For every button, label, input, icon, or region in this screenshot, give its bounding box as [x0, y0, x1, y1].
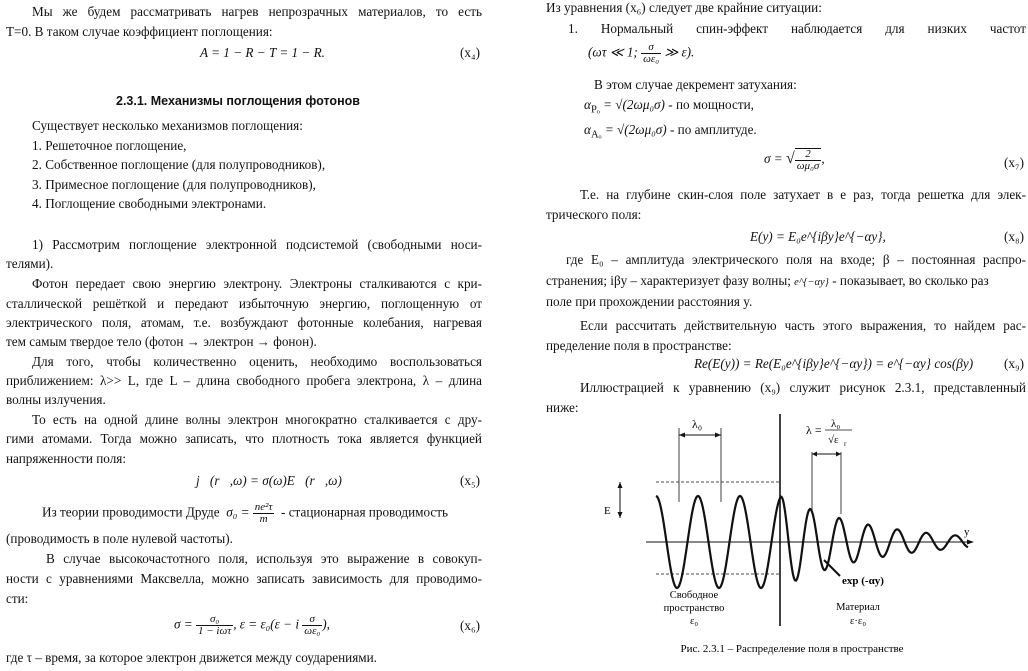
- list-item: 3. Примесное поглощение (для полупроводников),: [32, 177, 316, 192]
- equation-number: (x₄): [460, 45, 480, 60]
- equation-x4: A = 1 − R − T = 1 − R.: [200, 45, 325, 60]
- fraction-denominator: ωμ₀σ: [796, 160, 820, 172]
- arrow-head: [836, 452, 841, 457]
- eq-part: ,: [821, 151, 825, 167]
- text-line: электрического поля, атомам, т.е. возбуждают фотонные колебания, нагревая: [6, 315, 482, 330]
- eq-fraction: [641, 42, 661, 65]
- equation-x8: E(y) = E₀e^{iβy}e^{−αy},: [750, 229, 886, 244]
- eq-part: σ =: [764, 151, 783, 167]
- text-line: Фотон передает свою энергию электрону. Электроны сталкиваются с кри-: [32, 276, 482, 291]
- arrow-head: [715, 433, 721, 438]
- lambda-denominator: √ε: [828, 434, 839, 446]
- text-line: То есть на одной длине волны электрон многократно сталкивается с дру-: [32, 412, 482, 427]
- equation-number: (x₇): [1004, 155, 1024, 170]
- equation-x5: j⃗(r⃗,ω) = σ(ω)E⃗(r⃗,ω): [196, 473, 342, 488]
- fraction-denominator: m: [259, 513, 268, 525]
- text-span: e^{−αy}: [794, 277, 829, 288]
- text-span: - показывает, во сколько раз: [832, 273, 989, 288]
- exp-label: exp (-αy): [842, 575, 884, 587]
- free-space-label: пространство: [663, 603, 725, 614]
- arrow-head: [618, 512, 623, 518]
- text-line: В этом случае декремент затухания:: [594, 77, 797, 92]
- eq-part: - по амплитуде.: [669, 122, 757, 137]
- eq-part: - по мощности,: [668, 97, 754, 112]
- fraction-numerator: σ: [302, 614, 322, 626]
- arrow-head: [618, 482, 623, 488]
- free-space-label: Свободное: [669, 590, 719, 601]
- list-item: 4. Поглощение свободными электронами.: [32, 196, 267, 211]
- lambda-label: λ =: [806, 423, 822, 437]
- text-line: пределение поля в пространстве:: [546, 338, 732, 353]
- eq-part: = √(2ωμ₀σ): [603, 97, 665, 112]
- text-line: ности с уравнениями Максвелла, можно записать зависимость для проводимо-: [6, 571, 482, 586]
- list-item: 2. Собственное поглощение (для полупроводников),: [32, 157, 326, 172]
- material-label: ε·ε₀: [850, 616, 866, 627]
- text-line: Для того, чтобы количественно оценить, необходимо воспользоваться: [32, 354, 482, 369]
- fraction-numerator: σ₀: [196, 614, 233, 626]
- field-distribution-figure: [596, 414, 980, 666]
- eq-part: (ωτ ≪ 1;: [588, 44, 638, 60]
- text-line: Иллюстрацией к уравнению (x₉) служит рисунок 2.3.1, представленный: [580, 380, 1026, 395]
- text-line: тем самым твердое тело (фотон → электрон → фонон).: [6, 334, 317, 349]
- text-line: 1) Рассмотрим поглощение электронной подсистемой (свободными носи-: [32, 237, 482, 252]
- alpha-symbol: α: [584, 122, 591, 137]
- text-line: Существует несколько механизмов поглощения:: [32, 118, 303, 133]
- fraction-numerator: σ: [641, 42, 661, 54]
- arrow-head: [679, 433, 685, 438]
- equation-number: (x₅): [460, 473, 480, 488]
- drude-lhs: σ₀ =: [226, 504, 250, 520]
- decrement-amplitude: [584, 122, 757, 144]
- text-line: (проводимость в поле нулевой частоты).: [6, 531, 233, 546]
- figure-caption: Рис. 2.3.1 – Распределение поля в пространстве: [680, 643, 904, 655]
- material-label: Материал: [836, 602, 880, 613]
- fraction-denominator: 1 − iωτ: [198, 625, 232, 637]
- list-item: 1. Нормальный спин-эффект наблюдается для низких частот: [568, 21, 1026, 36]
- eq-part: , ε = ε₀(ε − i: [233, 616, 299, 632]
- y-axis-label: y: [964, 526, 970, 538]
- fraction-numerator: 2: [795, 149, 822, 161]
- eq-part: ≫ ε).: [664, 44, 695, 60]
- drude-line: [42, 502, 448, 525]
- text-line: гими атомами. Тогда можно записать, что плотность тока является функцией: [6, 431, 482, 446]
- text-line: Если рассчитать действительную часть этого выражения, то найдем рас-: [580, 318, 1026, 333]
- text-line: где E₀ – амплитуда электрического поля на входе; β – постоянная распро-: [566, 252, 1026, 267]
- e-axis-label: E: [604, 505, 611, 517]
- list-item: 1. Решеточное поглощение,: [32, 138, 187, 153]
- arrow-head: [967, 540, 974, 545]
- drude-text: - стационарная проводимость: [281, 504, 449, 520]
- eq-fraction: [196, 614, 233, 637]
- text-line: поле при прохождении расстояния y.: [546, 294, 753, 309]
- text-line: приближением: λ>> L, где L – длина свободного пробега электрона, λ – длина: [6, 373, 482, 388]
- equation-x6: [174, 614, 330, 637]
- fraction-denominator: ωε₀: [304, 625, 321, 637]
- lambda-numerator: λ₀: [831, 418, 841, 430]
- text-line: Т.е. на глубине скин-слоя поле затухает в е раз, тогда решетка для элек-: [580, 187, 1026, 202]
- arrow-head: [812, 452, 817, 457]
- equation-number: (x₈): [1004, 229, 1024, 244]
- text-line: трического поля:: [546, 207, 642, 222]
- drude-fraction: [253, 502, 275, 525]
- free-space-label: ε₀: [689, 616, 699, 627]
- eq-fraction: [795, 148, 825, 172]
- equation-x7: σ = √ $\frac{2}{\text{ωμ₀σ}}$ ,: [764, 148, 825, 172]
- text-line: телями).: [6, 256, 54, 271]
- text-line: напряженности поля:: [6, 451, 127, 466]
- text-line: В случае высокочастотного поля, используя это выражение в совокуп-: [46, 551, 482, 566]
- eq-part: σ =: [174, 616, 193, 632]
- condition-line: [588, 42, 694, 65]
- equation-x9: Re(E(y)) = Re(E₀e^{iβy}e^{−αy}) = e^{−αy} cos(βy): [694, 356, 974, 371]
- text-span: странения; iβy – характеризует фазу волны;: [546, 273, 791, 288]
- text-line: где τ – время, за которое электрон движется между соударениями.: [6, 650, 377, 665]
- text-line: волны излучения.: [6, 392, 106, 407]
- eq-part: = √(2ωμ₀σ): [604, 122, 667, 137]
- text-line: [546, 273, 989, 291]
- fraction-numerator: ne²τ: [254, 501, 273, 513]
- text-line: Из уравнения (x₆) следует две крайние ситуации:: [546, 0, 822, 15]
- eq-fraction: [302, 614, 322, 637]
- alpha-subscript: Aₒ: [590, 129, 602, 141]
- equation-number: (x₉): [1004, 356, 1024, 371]
- text-line: Мы же будем рассматривать нагрев непрозрачных материалов, то есть: [32, 4, 482, 19]
- text-line: сти:: [6, 591, 29, 606]
- text-line: T=0. В таком случае коэффициент поглощения:: [6, 24, 273, 39]
- lambda-denominator-subscript: r: [844, 440, 847, 448]
- fraction-denominator: ωε₀: [643, 53, 660, 65]
- lambda0-label: λ₀: [692, 417, 703, 431]
- alpha-subscript: Pₒ: [590, 104, 600, 116]
- text-line: ниже:: [546, 400, 579, 415]
- equation-number: (x₆): [460, 618, 480, 633]
- eq-part: ),: [322, 616, 330, 632]
- decrement-power: [584, 97, 754, 119]
- drude-text: Из теории проводимости Друде: [42, 504, 220, 520]
- text-line: сталлической решёткой и передают избыточную энергию, поглощенную от: [6, 296, 482, 311]
- alpha-symbol: α: [584, 97, 591, 112]
- section-title: 2.3.1. Механизмы поглощения фотонов: [116, 94, 360, 108]
